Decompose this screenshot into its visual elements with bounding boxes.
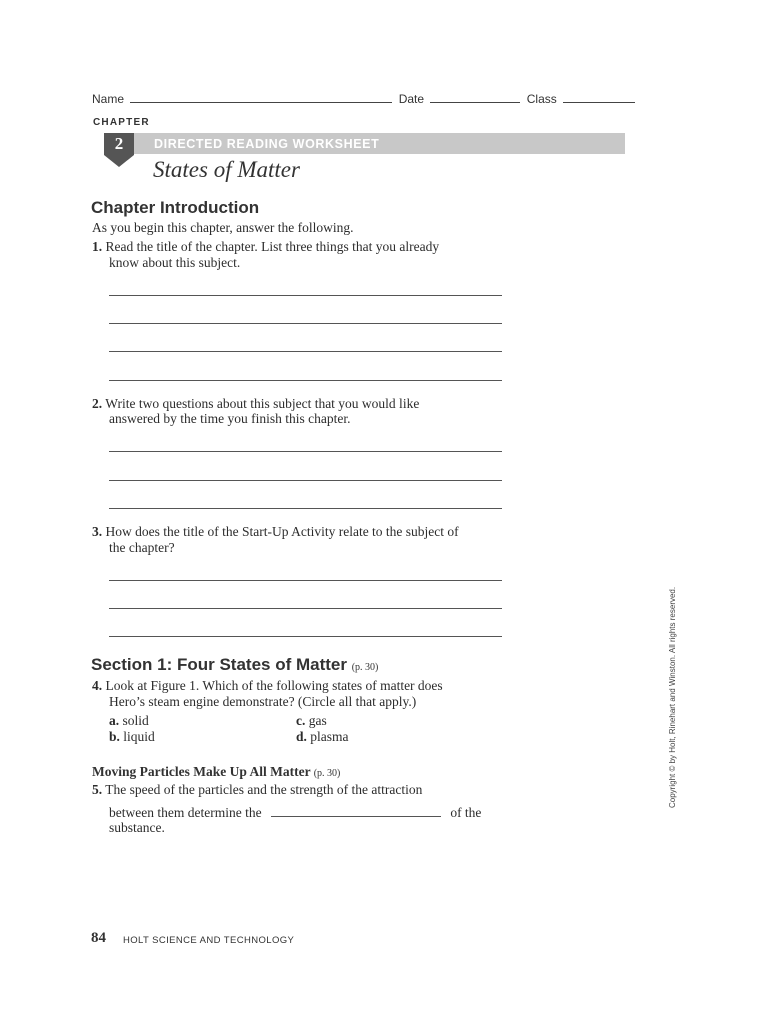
option-text: gas: [308, 713, 327, 728]
date-field[interactable]: [430, 93, 520, 103]
question-text: Read the title of the chapter. List three things that you already: [105, 239, 440, 254]
question-2-line2: answered by the time you finish this chapter.: [109, 411, 351, 426]
page-number: 84: [91, 930, 106, 946]
chapter-number: 2: [104, 133, 134, 155]
question-text: The speed of the particles and the strength of the attraction: [105, 782, 423, 797]
option-letter: d.: [296, 729, 307, 744]
question-text: How does the title of the Start-Up Activity relate to the subject of: [105, 524, 459, 539]
section-1-heading: [91, 655, 378, 675]
question-3: [92, 524, 459, 540]
name-field[interactable]: [130, 93, 392, 103]
question-4: [92, 678, 443, 694]
page-reference: (p. 30): [313, 768, 341, 779]
option-letter: c.: [296, 713, 306, 728]
option-letter: a.: [109, 713, 120, 728]
page-title: States of Matter: [153, 157, 300, 182]
page-reference: (p. 30): [351, 662, 379, 673]
question-text: of the: [450, 805, 482, 820]
question-number: 1.: [92, 239, 103, 254]
worksheet-type: DIRECTED READING WORKSHEET: [154, 137, 380, 151]
answer-line[interactable]: [109, 295, 502, 296]
class-label: Class: [526, 92, 557, 106]
intro-instructions: As you begin this chapter, answer the following.: [92, 220, 354, 235]
date-label: Date: [398, 92, 425, 106]
question-5: [92, 782, 422, 798]
option-c[interactable]: [296, 713, 327, 729]
answer-line[interactable]: [109, 636, 502, 637]
option-a[interactable]: [109, 713, 149, 729]
option-text: plasma: [310, 729, 349, 744]
answer-line[interactable]: [109, 380, 502, 381]
question-number: 4.: [92, 678, 103, 693]
option-text: liquid: [123, 729, 155, 744]
question-number: 5.: [92, 782, 103, 797]
question-number: 2.: [92, 396, 103, 411]
question-1-line2: know about this subject.: [109, 255, 241, 270]
question-text: between them determine the: [109, 805, 262, 820]
chapter-tab-pointer: [104, 155, 134, 167]
answer-line[interactable]: [109, 580, 502, 581]
question-1: [92, 239, 439, 255]
copyright-notice: Copyright © by Holt, Rinehart and Winston. All rights reserved.: [668, 586, 677, 808]
option-letter: b.: [109, 729, 120, 744]
answer-line[interactable]: [109, 351, 502, 352]
question-4-line2: Hero’s steam engine demonstrate? (Circle all that apply.): [109, 694, 417, 709]
option-b[interactable]: [109, 729, 155, 745]
option-text: solid: [122, 713, 149, 728]
answer-line[interactable]: [109, 323, 502, 324]
question-5-line3: substance.: [109, 820, 165, 835]
question-3-line2: the chapter?: [109, 540, 175, 555]
publisher-footer: HOLT SCIENCE AND TECHNOLOGY: [123, 935, 295, 946]
question-5-line2: [109, 805, 481, 821]
question-text: Look at Figure 1. Which of the following states of matter does: [105, 678, 443, 693]
question-text: Write two questions about this subject that you would like: [105, 396, 420, 411]
intro-heading: Chapter Introduction: [91, 198, 260, 217]
fill-in-blank[interactable]: [271, 806, 441, 817]
subsection-heading: [92, 764, 340, 780]
answer-line[interactable]: [109, 508, 502, 509]
answer-line[interactable]: [109, 480, 502, 481]
subsection-title: Moving Particles Make Up All Matter: [92, 764, 311, 779]
question-2: [92, 396, 419, 412]
option-d[interactable]: [296, 729, 349, 745]
chapter-label: CHAPTER: [93, 117, 150, 128]
section-title: Section 1: Four States of Matter: [91, 655, 347, 674]
class-field[interactable]: [563, 93, 635, 103]
name-label: Name: [92, 92, 125, 106]
answer-line[interactable]: [109, 608, 502, 609]
question-number: 3.: [92, 524, 103, 539]
student-info-line: [92, 92, 635, 106]
answer-line[interactable]: [109, 451, 502, 452]
